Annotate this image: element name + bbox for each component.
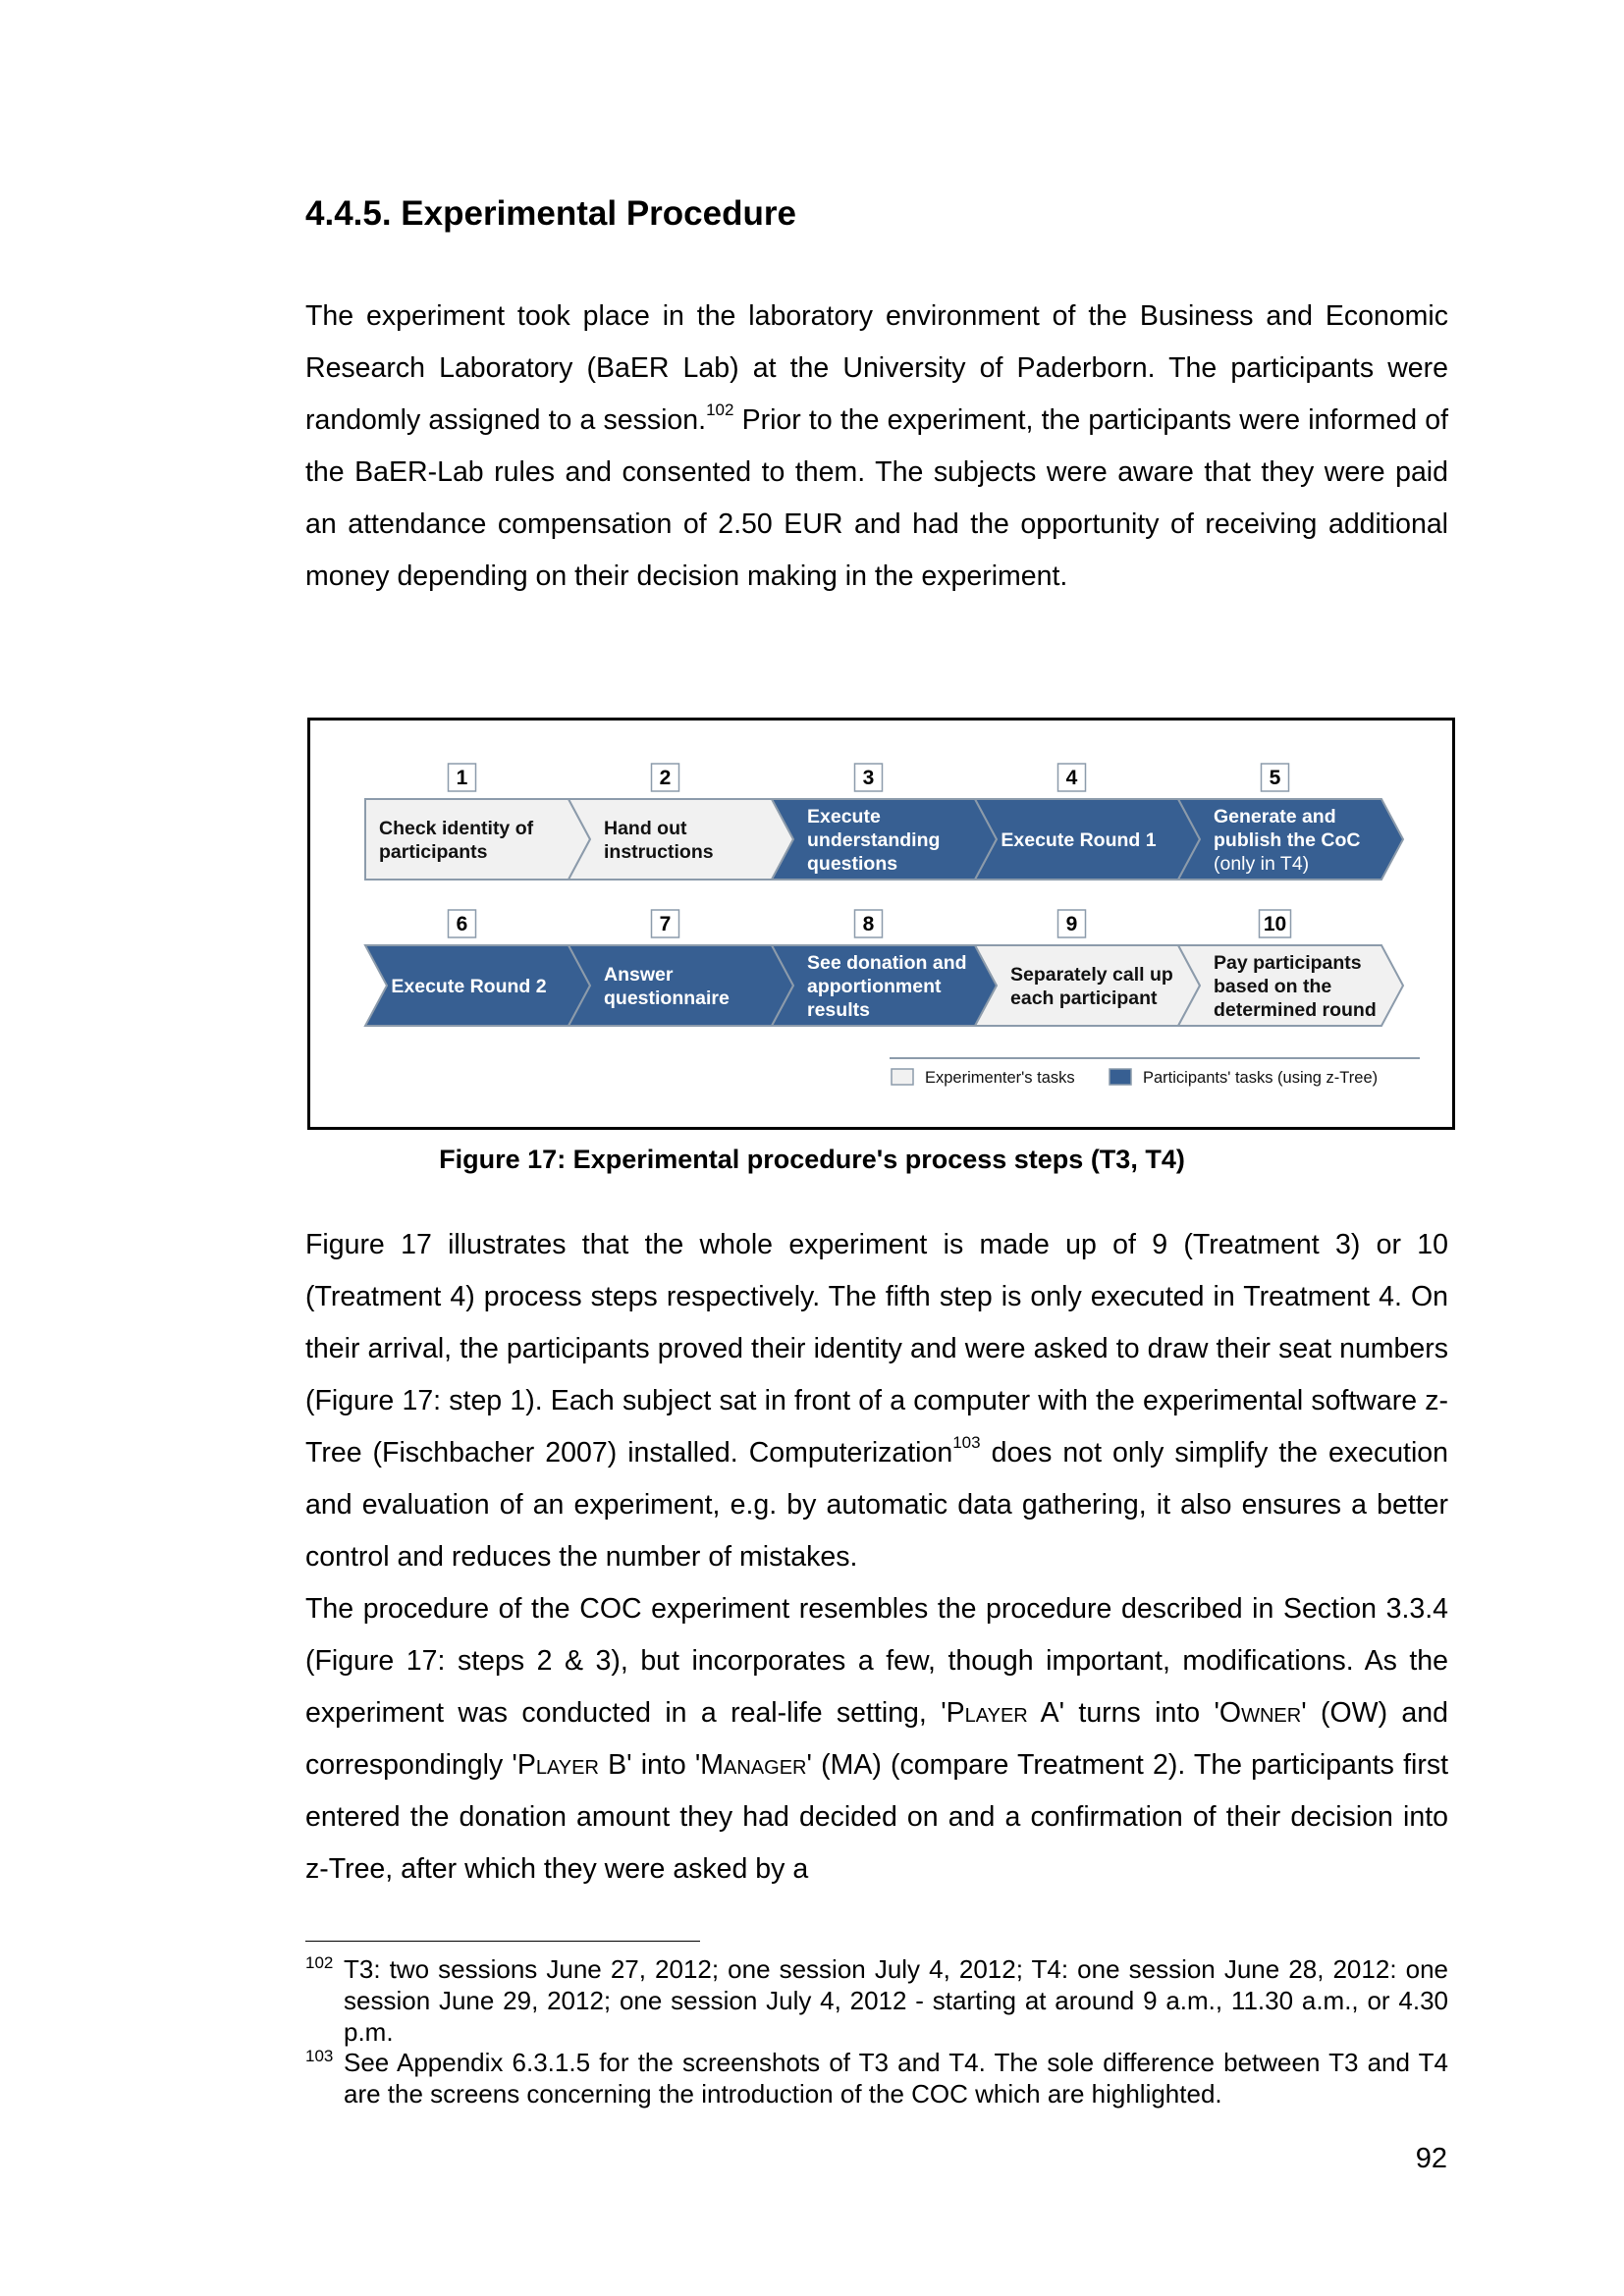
- step-label: participants: [379, 841, 488, 863]
- step-label: Execute Round 1: [1001, 829, 1157, 851]
- step-label: Execute Round 2: [391, 976, 547, 997]
- step-note: (only in T4): [1214, 853, 1310, 875]
- step-arrow-shape: [975, 945, 1200, 1026]
- process-diagram: [310, 721, 1452, 1127]
- footnote-103: $^{103}$ See Appendix 6.3.1.5 for the screenshots of T3 and T4. The sole difference between T3 and T4 are the screens concerning the introduction of the COC which are highlighted.: [305, 2047, 1448, 2109]
- step-number: 3: [862, 767, 875, 789]
- step-label: determined round: [1214, 999, 1377, 1021]
- paragraph-text: The procedure of the COC experiment resembles the procedure described in Section 3.3.4 (Figure 17: steps 2 & 3), but incorporates a few, though important, modifications. As the experiment was conducted in a real-life setting, ': [305, 1593, 1448, 1729]
- process-row: [365, 910, 1403, 1026]
- step-label: Generate and: [1214, 806, 1336, 828]
- step-label: based on the: [1214, 976, 1332, 997]
- step-label: Check identity of: [379, 818, 534, 839]
- step-label: understanding: [807, 829, 941, 851]
- process-step-5: [1178, 764, 1403, 880]
- step-label: Pay participants: [1214, 952, 1362, 974]
- footnote-text: T3: two sessions June 27, 2012; one session July 4, 2012; T4: one session June 28, 2012: one session June 29, 2012; one session July 4, 2012 - starting at around 9 a.m., 11.30 a.m., or 4.30 p.m.: [344, 1954, 1448, 2047]
- footnote-divider: [305, 1941, 700, 1942]
- term-manager: Manager: [700, 1749, 807, 1781]
- step-number: 7: [659, 913, 672, 935]
- step-number: 6: [456, 913, 468, 935]
- paragraph-text: ' (MA) (compare Treatment 2). The participants first entered the donation amount they had decided on and a confirmation of their decision into z-Tree, after which they were asked by a: [305, 1749, 1448, 1885]
- process-step-9: [975, 910, 1200, 1026]
- step-label: Hand out: [604, 818, 687, 839]
- step-label: questionnaire: [604, 988, 730, 1009]
- paragraph-intro: [305, 291, 1448, 603]
- paragraph-text: A' turns into ': [1027, 1697, 1219, 1729]
- footnote-ref-102[interactable]: 102: [706, 400, 734, 419]
- process-step-3: [772, 764, 997, 880]
- figure-process-steps: [307, 718, 1455, 1130]
- step-number: 5: [1269, 767, 1281, 789]
- step-label: Answer: [604, 964, 674, 986]
- term-player: Player: [946, 1697, 1028, 1729]
- process-step-4: [975, 764, 1200, 880]
- process-step-1: [365, 764, 590, 880]
- paragraph-text: The experiment took place in the laboratory environment of the Business and Economic Research Laboratory (BaER Lab) at the University of Paderborn. The participants were randomly assigned to a session.: [305, 300, 1448, 436]
- step-label: apportionment: [807, 976, 942, 997]
- step-label: publish the CoC: [1214, 829, 1361, 851]
- section-heading: 4.4.5. Experimental Procedure: [305, 194, 796, 233]
- process-step-6: [365, 910, 590, 1026]
- process-step-2: [568, 764, 793, 880]
- paragraph-text: ' (OW) and correspondingly ': [305, 1697, 1448, 1781]
- paragraph-text: Prior to the experiment, the participants were informed of the BaER-Lab rules and consented to them. The subjects were aware that they were paid an attendance compensation of 2.50 EUR and had the opportunity of receiving additional money depending on their decision making in the experiment.: [305, 404, 1448, 592]
- paragraph-text: B' into ': [598, 1749, 701, 1781]
- footnote-102: $^{102}$ T3: two sessions June 27, 2012; one session July 4, 2012; T4: one session June 28, 2012: one session June 29, 2012; one session July 4, 2012 - starting at around 9 a.m., 11.30 a.m., or 4.30 p.m.: [305, 1953, 1448, 2047]
- step-number: 8: [862, 913, 875, 935]
- term-owner: Owner: [1218, 1697, 1302, 1729]
- process-row: [365, 764, 1403, 880]
- footnote-text: See Appendix 6.3.1.5 for the screenshots of T3 and T4. The sole difference between T3 and T4 are the screens concerning the introduction of the COC which are highlighted.: [344, 2048, 1448, 2109]
- legend-label: Participants' tasks (using z-Tree): [1143, 1069, 1379, 1087]
- step-number: 1: [456, 767, 468, 789]
- step-label: results: [807, 999, 870, 1021]
- process-step-10: [1178, 910, 1403, 1026]
- step-label: Execute: [807, 806, 881, 828]
- step-label: instructions: [604, 841, 714, 863]
- paragraph-procedure: [305, 1583, 1448, 1896]
- term-player: Player: [516, 1749, 599, 1781]
- paragraph-text: Figure 17 illustrates that the whole experiment is made up of 9 (Treatment 3) or 10 (Treatment 4) process steps respectively. The fifth step is only executed in Treatment 4. On their arrival, the participants proved their identity and were asked to draw their seat numbers (Figure 17: step 1). Each subject sat in front of a computer with the experimental software z-Tree (Fischbacher 2007) installed. Computerization: [305, 1229, 1448, 1468]
- step-number: 2: [659, 767, 672, 789]
- legend-swatch-experimenter: [892, 1069, 913, 1085]
- process-step-8: [772, 910, 997, 1026]
- step-arrow-shape: [568, 799, 793, 880]
- page-number: 92: [1415, 2143, 1447, 2174]
- legend-label: Experimenter's tasks: [925, 1069, 1075, 1087]
- process-step-7: [568, 910, 793, 1026]
- step-label: Separately call up: [1010, 964, 1173, 986]
- step-arrow-shape: [365, 799, 590, 880]
- figure-caption: Figure 17: Experimental procedure's process steps (T3, T4): [439, 1145, 1185, 1174]
- footnote-ref-103[interactable]: 103: [952, 1433, 981, 1452]
- legend-swatch-participant: [1110, 1069, 1131, 1085]
- legend: [892, 1069, 1378, 1087]
- step-number: 10: [1263, 913, 1287, 935]
- paragraph-figure-description: [305, 1219, 1448, 1583]
- step-label: See donation and: [807, 952, 967, 974]
- step-label: each participant: [1010, 988, 1158, 1009]
- step-number: 9: [1065, 913, 1078, 935]
- paragraph-text: does not only simplify the execution and evaluation of an experiment, e.g. by automatic data gathering, it also ensures a better control and reduces the number of mistakes.: [305, 1437, 1448, 1573]
- step-label: questions: [807, 853, 898, 875]
- step-arrow-shape: [568, 945, 793, 1026]
- step-number: 4: [1065, 767, 1078, 789]
